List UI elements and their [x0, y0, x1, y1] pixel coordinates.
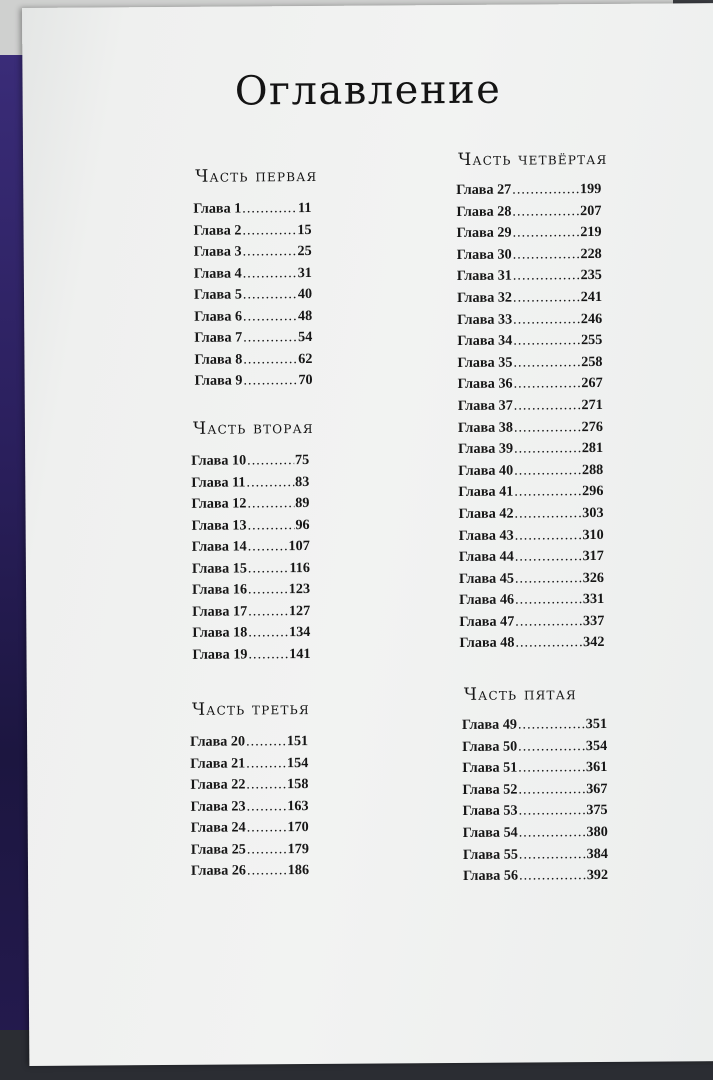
toc-entry [195, 370, 313, 392]
dot-leader [512, 201, 579, 223]
dot-leader [248, 601, 288, 623]
page-number: 303 [582, 504, 604, 522]
page-number: 75 [294, 452, 310, 469]
dot-leader [243, 241, 297, 263]
chapter-label: Глава 36 [457, 375, 513, 393]
dot-leader [514, 395, 581, 417]
dot-leader [247, 839, 287, 861]
page-number: 83 [295, 473, 310, 490]
dot-leader [247, 817, 287, 839]
dot-leader [518, 757, 585, 779]
page-number: 241 [580, 288, 603, 306]
toc-entry [463, 800, 608, 823]
chapter-label: Глава 2 [193, 221, 242, 239]
chapter-label: Глава 27 [456, 181, 512, 198]
chapter-label: Глава 24 [190, 819, 246, 836]
dot-leader [519, 822, 586, 844]
toc-entry [191, 472, 309, 494]
toc-entry [457, 265, 602, 288]
chapter-label: Глава 56 [463, 867, 519, 885]
page-number: 15 [297, 221, 312, 238]
chapter-label: Глава 31 [456, 267, 512, 285]
toc-entry [192, 601, 310, 623]
page-number: 151 [286, 733, 309, 750]
chapter-label: Глава 15 [191, 559, 247, 577]
toc-entry [458, 416, 603, 439]
chapter-label: Глава 34 [457, 332, 513, 350]
page-number: 89 [295, 495, 310, 512]
part-title: Часть первая [195, 165, 318, 187]
chapter-label: Глава 14 [191, 538, 247, 555]
toc-entry [192, 579, 310, 601]
dot-leader [243, 370, 297, 392]
dot-leader [243, 327, 297, 349]
dot-leader [518, 736, 585, 758]
dot-leader [519, 865, 586, 887]
page-number: 326 [582, 569, 605, 586]
toc-entry [191, 839, 309, 861]
chapter-list [193, 197, 434, 392]
toc-entry [458, 503, 603, 526]
page-number: 141 [289, 645, 311, 662]
dot-leader [242, 198, 297, 220]
page-number: 70 [298, 371, 313, 389]
page-number: 271 [581, 396, 603, 414]
part-title: Часть четвёртая [458, 148, 608, 170]
toc-entry [190, 731, 308, 753]
toc-entry [463, 843, 608, 866]
chapter-list [190, 730, 431, 882]
chapter-label: Глава 7 [194, 329, 243, 346]
chapter-label: Глава 28 [456, 203, 512, 220]
chapter-label: Глава 8 [194, 350, 243, 368]
toc-entry [191, 450, 309, 472]
toc-entry [458, 395, 603, 418]
toc-entry [191, 493, 309, 515]
dot-leader [515, 611, 582, 633]
chapter-label: Глава 6 [194, 307, 243, 325]
page-number: 337 [582, 612, 605, 629]
page-number: 127 [288, 602, 311, 619]
page-number: 107 [288, 538, 310, 555]
dot-leader [246, 774, 286, 796]
dot-leader [513, 330, 580, 352]
chapter-label: Глава 18 [192, 624, 248, 641]
toc-entry [192, 515, 310, 537]
page-number: 179 [287, 840, 309, 857]
page-number: 361 [585, 759, 608, 776]
dot-leader [513, 244, 580, 266]
toc-part-5 [462, 683, 703, 887]
part-title: Часть пятая [463, 684, 577, 705]
dot-leader [513, 265, 580, 287]
chapter-label: Глава 44 [458, 548, 514, 566]
chapter-label: Глава 48 [459, 635, 515, 652]
dot-leader [243, 349, 297, 371]
page-number: 276 [581, 418, 603, 435]
toc-entry [457, 330, 602, 353]
chapter-label: Глава 33 [457, 311, 513, 328]
page-number: 354 [585, 737, 608, 754]
toc-entry [463, 822, 608, 845]
chapter-label: Глава 46 [459, 591, 515, 609]
chapter-label: Глава 11 [191, 473, 246, 491]
page-number: 207 [580, 202, 602, 219]
page-number: 31 [297, 264, 312, 281]
dot-leader [248, 558, 289, 580]
page-number: 163 [287, 797, 309, 814]
page-number: 219 [580, 224, 602, 241]
chapter-label: Глава 51 [462, 759, 518, 777]
chapter-label: Глава 3 [193, 243, 242, 260]
page-number: 288 [581, 461, 604, 478]
chapter-label: Глава 41 [458, 483, 514, 501]
part-title: Часть третья [191, 699, 310, 720]
chapter-label: Глава 47 [459, 613, 515, 630]
page-number: 310 [582, 526, 604, 543]
page-number: 11 [297, 199, 312, 217]
dot-leader [515, 546, 582, 568]
dot-leader [246, 796, 286, 818]
toc-entry [457, 287, 602, 310]
toc-entry [457, 309, 602, 332]
toc-entry [457, 244, 602, 267]
page-number: 40 [297, 285, 313, 303]
chapter-label: Глава 54 [462, 824, 518, 841]
toc-entry [462, 736, 607, 759]
chapter-label: Глава 20 [190, 733, 246, 750]
toc-entry [458, 438, 603, 461]
dot-leader [514, 438, 581, 460]
page-number: 384 [586, 845, 608, 862]
chapter-label: Глава 50 [462, 738, 518, 755]
page-number: 199 [579, 180, 602, 198]
chapter-label: Глава 40 [458, 462, 514, 479]
page-number: 154 [286, 754, 309, 771]
page-number: 170 [287, 819, 309, 836]
chapter-label: Глава 4 [193, 264, 242, 282]
chapter-label: Глава 23 [190, 797, 246, 815]
page-number: 48 [297, 307, 313, 324]
toc-part-1 [193, 165, 435, 392]
dot-leader [512, 222, 579, 244]
page-number: 186 [287, 862, 310, 879]
toc-entry [194, 241, 312, 263]
page-number: 228 [580, 245, 602, 262]
toc-entry [192, 558, 310, 580]
dot-leader [515, 568, 582, 590]
dot-leader [514, 503, 581, 525]
page-number: 54 [298, 328, 313, 346]
toc-entry [194, 327, 312, 349]
dot-leader [248, 515, 295, 537]
dot-leader [515, 589, 582, 611]
chapter-list [456, 178, 699, 655]
toc-entry [457, 222, 602, 245]
page-number: 267 [581, 375, 603, 392]
toc-entry [194, 284, 312, 306]
chapter-label: Глава 12 [191, 495, 247, 512]
page-title: Оглавление [234, 66, 502, 115]
toc-entry [193, 198, 311, 220]
toc-entry [192, 622, 310, 644]
chapter-label: Глава 5 [193, 286, 242, 303]
chapter-list [462, 713, 703, 887]
dot-leader [518, 779, 585, 801]
toc-entry [194, 348, 312, 370]
page-number: 380 [586, 823, 608, 841]
toc-entry [459, 611, 604, 634]
page-number: 351 [585, 715, 608, 733]
chapter-label: Глава 55 [462, 846, 518, 863]
chapter-label: Глава 43 [458, 527, 514, 544]
dot-leader [247, 450, 294, 472]
toc-entry [194, 305, 312, 327]
page-number: 367 [586, 780, 608, 797]
dot-leader [243, 263, 297, 285]
dot-leader [514, 417, 581, 439]
dot-leader [248, 579, 288, 601]
chapter-label: Глава 39 [458, 440, 514, 458]
dot-leader [514, 373, 581, 395]
page-number: 235 [580, 267, 602, 284]
toc-entry [462, 714, 607, 737]
dot-leader [247, 493, 294, 515]
chapter-label: Глава 25 [190, 840, 246, 858]
book-page [22, 3, 713, 1066]
dot-leader [515, 525, 582, 547]
chapter-label: Глава 53 [462, 802, 518, 820]
toc-entry [459, 632, 604, 655]
toc-entry [459, 589, 604, 612]
chapter-label: Глава 45 [458, 570, 515, 587]
chapter-label: Глава 9 [194, 372, 243, 389]
dot-leader [519, 844, 586, 866]
toc-part-3 [190, 698, 431, 882]
chapter-label: Глава 1 [193, 200, 242, 217]
toc-entry [459, 568, 604, 591]
page-number: 25 [297, 242, 312, 260]
toc-part-4 [456, 148, 700, 655]
dot-leader [248, 536, 288, 558]
dot-leader [246, 753, 286, 775]
dot-leader [243, 306, 297, 328]
dot-leader [242, 220, 296, 242]
chapter-label: Глава 52 [462, 781, 518, 798]
toc-entry [194, 262, 312, 284]
dot-leader [513, 309, 580, 331]
page-number: 317 [582, 548, 604, 565]
dot-leader [247, 860, 287, 882]
page-number: 375 [586, 802, 608, 819]
page-number: 296 [582, 483, 604, 500]
chapter-label: Глава 42 [458, 505, 514, 522]
page-number: 331 [582, 591, 605, 608]
dot-leader [248, 644, 288, 666]
page-number: 258 [581, 353, 603, 370]
toc-entry [462, 779, 607, 802]
toc-entry [463, 865, 608, 888]
toc-entry [462, 757, 607, 780]
chapter-label: Глава 26 [190, 862, 247, 879]
page-number: 96 [295, 516, 310, 533]
page-number: 158 [287, 776, 309, 793]
page-number: 342 [583, 634, 605, 651]
dot-leader [518, 714, 585, 736]
toc-part-2 [191, 417, 433, 666]
toc-entry [458, 460, 603, 483]
chapter-label: Глава 29 [456, 224, 512, 242]
dot-leader [515, 633, 582, 655]
dot-leader [514, 460, 581, 482]
dot-leader [519, 800, 586, 822]
toc-entry [193, 219, 311, 241]
toc-entry [456, 179, 601, 202]
chapter-label: Глава 38 [457, 419, 513, 436]
dot-leader [513, 352, 580, 374]
dot-leader [513, 287, 580, 309]
chapter-label: Глава 30 [456, 246, 512, 263]
toc-entry [191, 860, 309, 882]
toc-entry [456, 201, 601, 224]
chapter-label: Глава 10 [191, 452, 247, 469]
page-number: 62 [298, 350, 313, 367]
page-number: 392 [586, 867, 609, 884]
page-number: 281 [581, 440, 604, 457]
dot-leader [248, 622, 288, 644]
dot-leader [514, 481, 581, 503]
toc-entry [459, 524, 604, 547]
toc-entry [191, 817, 309, 839]
chapter-label: Глава 21 [190, 754, 246, 772]
chapter-label: Глава 19 [192, 645, 248, 663]
toc-entry [457, 352, 602, 375]
chapter-label: Глава 32 [456, 289, 513, 306]
chapter-label: Глава 16 [192, 581, 248, 598]
toc-entry [190, 774, 308, 796]
toc-entry [458, 481, 603, 504]
chapter-label: Глава 49 [461, 716, 518, 733]
page-number: 134 [289, 624, 311, 641]
chapter-label: Глава 17 [192, 602, 248, 620]
page-number: 116 [289, 559, 310, 576]
dot-leader [246, 731, 286, 753]
toc-entry [190, 753, 308, 775]
dot-leader [512, 179, 579, 201]
toc-entry [192, 644, 310, 666]
toc-entry [191, 796, 309, 818]
chapter-label: Глава 35 [457, 354, 513, 371]
toc-entry [459, 546, 604, 569]
dot-leader [246, 472, 294, 494]
part-title: Часть вторая [192, 417, 314, 439]
chapter-label: Глава 13 [191, 516, 247, 534]
page-number: 123 [288, 581, 311, 598]
toc-entry [192, 536, 310, 558]
page-number: 255 [580, 332, 603, 349]
page-number: 246 [580, 310, 603, 327]
chapter-label: Глава 22 [190, 776, 246, 793]
chapter-label: Глава 37 [457, 397, 513, 414]
dot-leader [243, 284, 297, 306]
toc-entry [458, 373, 603, 396]
chapter-list [191, 449, 432, 666]
